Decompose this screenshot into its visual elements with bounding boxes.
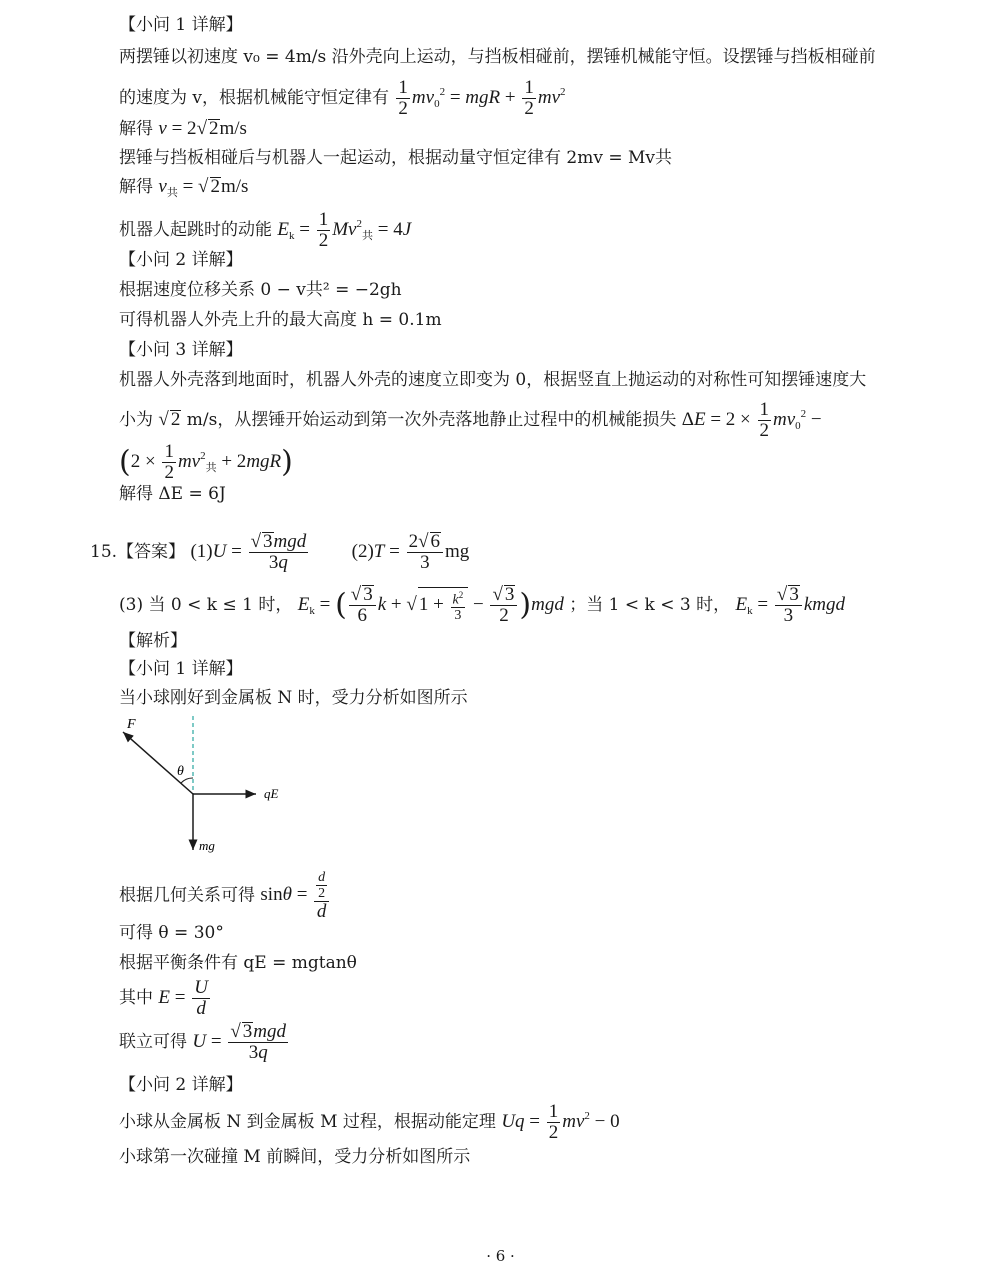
sol-line-7: 小球从金属板 N 到金属板 M 过程，根据动能定理 Uq = $\frac{1}{2}$ $mv^2 - 0$	[119, 1101, 620, 1143]
label-theta: θ	[177, 764, 184, 779]
q15-answer-line: 15.【答案】 (1)U = $\frac{\text{√ 3mgd}}{3q}$ (2)T = $\frac{2√ 6}{3}$ mg	[90, 531, 470, 573]
text-line-4: 摆锤与挡板相碰后与机器人一起运动，根据动量守恒定律有 2mv = Mv共	[119, 148, 673, 168]
text-line-10-lead: 小为	[119, 409, 153, 430]
section-header-q3: 【小问 3 详解】	[119, 340, 243, 360]
label-F: F	[127, 717, 136, 732]
text-line-10: 小为 √ 2 m/s，从摆锤开始运动到第一次外壳落地静止过程中的机械能损失 ΔE = 2 × $\frac{1}{2}$ $mv_0^2$ −	[119, 399, 822, 441]
sol-line-6-lead: 联立可得	[119, 1031, 187, 1052]
page-number: · 6 ·	[486, 1247, 515, 1265]
force-diagram	[110, 712, 310, 862]
text-line-8: 可得机器人外壳上升的最大高度 h = 0.1m	[119, 310, 442, 330]
label-qE: qE	[264, 786, 279, 801]
sol-line-2: 根据几何关系可得 sinθ = $\frac{\frac{d}{2}}{d}$	[119, 870, 331, 922]
text-line-2-lead: 的速度为 v，根据机械能守恒定律有	[119, 87, 390, 108]
text-line-3-lead: 解得	[119, 119, 153, 139]
q15-part3-mid: ；当 1 < k < 3 时，	[569, 594, 731, 615]
section-header-q1: 【小问 1 详解】	[119, 15, 243, 35]
section-header-q2: 【小问 2 详解】	[119, 250, 243, 270]
q15-part3-lead: (3) 当 0 < k ≤ 1 时，	[119, 594, 293, 615]
text-line-5: 解得 $v_共$ = √ 2m/s	[119, 176, 249, 199]
sol-line-8: 小球第一次碰撞 M 前瞬间，受力分析如图所示	[119, 1147, 471, 1167]
sol-line-3: 可得 θ = 30°	[119, 923, 224, 943]
q15-part3-line: (3) 当 0 < k ≤ 1 时， $E_k$ = ( $\frac{√ 3}{6}$ k + √ 1 + $\frac{k^2}{3}$ − $\frac{√ 3}{2}$ )mgd ；当 1 < k < 3 时， $E_k$ = $\frac{√ 3}{3}$ kmgd	[119, 584, 845, 626]
text-line-12: 解得 ΔE = 6J	[119, 484, 226, 504]
sol-line-5-lead: 其中	[119, 987, 153, 1008]
q15-number: 15.	[90, 541, 118, 562]
text-line-6: 机器人起跳时的动能 $E_k$ = $\frac{1}{2}$ $Mv^2_共 = 4J$	[119, 209, 412, 251]
section-header-q2-b: 【小问 2 详解】	[119, 1075, 243, 1095]
sol-line-4: 根据平衡条件有 qE = mgtanθ	[119, 953, 357, 973]
text-line-7: 根据速度位移关系 0 − v共² = −2gh	[119, 280, 402, 300]
sol-line-5: 其中 E = $\frac{U}{d}$	[119, 977, 208, 1019]
text-line-1: 两摆锤以初速度 v₀ = 4m/s 沿外壳向上运动，与挡板相碰前，摆锤机械能守恒。设摆锤与挡板相碰前	[119, 47, 876, 67]
section-header-q1-b: 【小问 1 详解】	[119, 659, 243, 679]
label-mg: mg	[199, 838, 215, 853]
q15-answer-label: 【答案】	[117, 541, 186, 562]
text-line-3: 解得 v = 2√ 2m/s	[119, 118, 247, 139]
section-header-analysis: 【解析】	[119, 631, 187, 651]
sol-line-2-lead: 根据几何关系可得	[119, 885, 255, 906]
text-line-2: 的速度为 v，根据机械能守恒定律有 $\frac{1}{2}$ $mv_0^2$ = mgR + $\frac{1}{2}$ $mv^2$	[119, 77, 566, 119]
sol-line-7-lead: 小球从金属板 N 到金属板 M 过程，根据动能定理	[119, 1111, 496, 1132]
sol-line-1: 当小球刚好到金属板 N 时，受力分析如图所示	[119, 688, 468, 708]
sol-line-6: 联立可得 U = $\frac{\text{√ 3mgd}}{3q}$	[119, 1021, 287, 1063]
force-F-arrow	[123, 732, 193, 794]
text-line-5-lead: 解得	[119, 177, 153, 197]
text-line-9: 机器人外壳落到地面时，机器人外壳的速度立即变为 0，根据竖直上抛运动的对称性可知摆锤速度大	[119, 370, 867, 390]
text-line-10-mid: m/s，从摆锤开始运动到第一次外壳落地静止过程中的机械能损失	[186, 409, 677, 430]
text-line-6-lead: 机器人起跳时的动能	[119, 219, 272, 240]
text-line-11: (2 × $\frac{1}{2}$ $mv^2_共 + 2mgR$)	[119, 441, 293, 483]
